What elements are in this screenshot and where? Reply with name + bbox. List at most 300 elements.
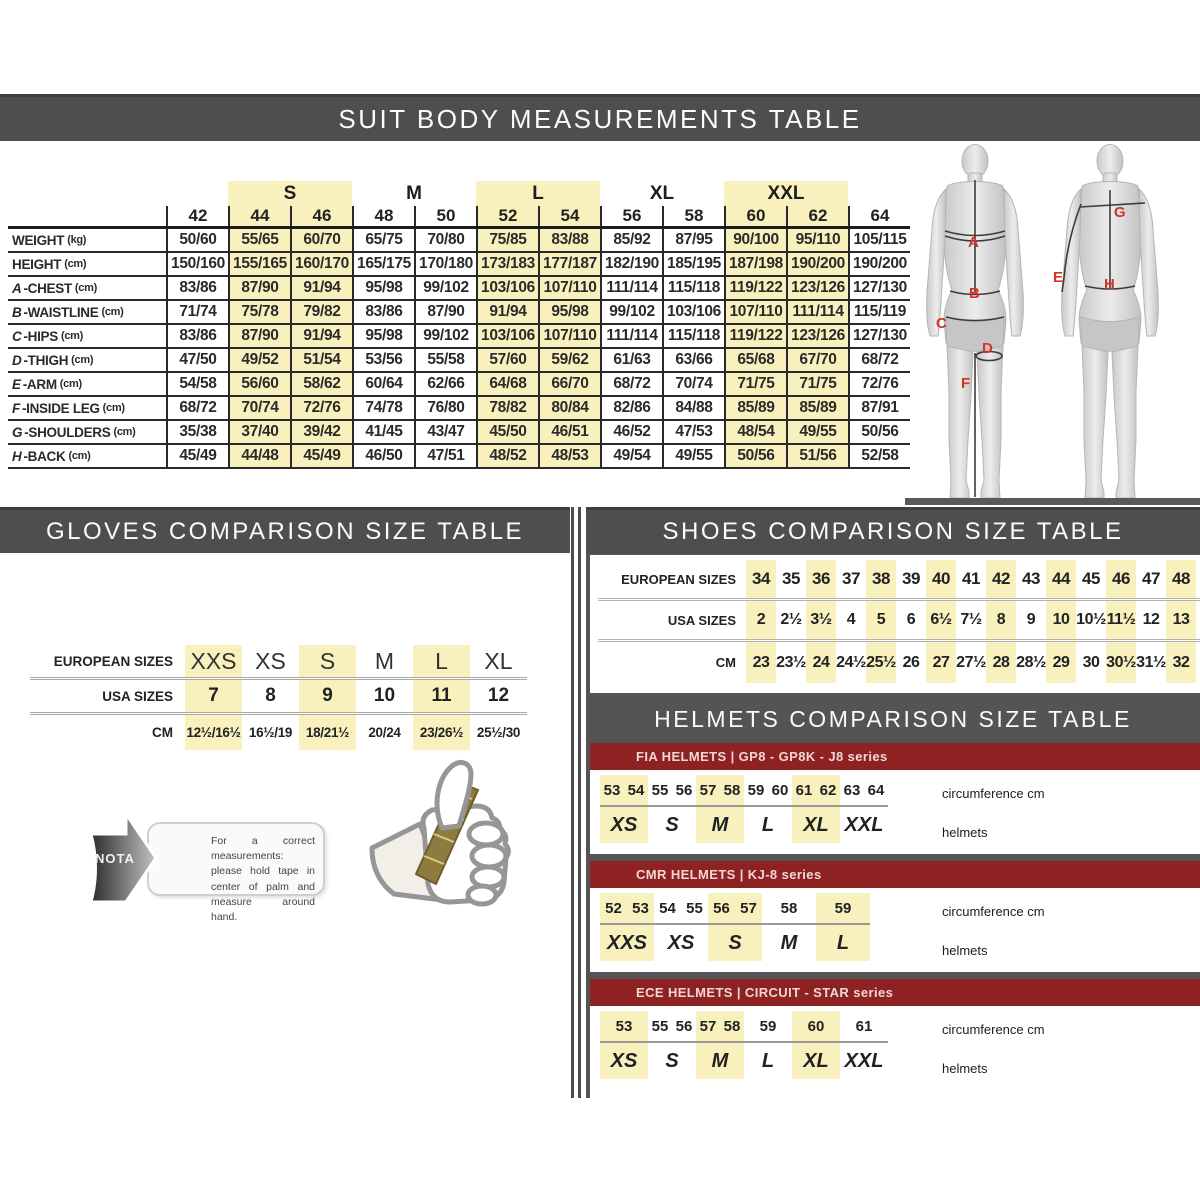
shoes-cell: 2½ — [780, 611, 802, 628]
suit-title: SUIT BODY MEASUREMENTS TABLE — [338, 103, 862, 134]
suit-cell: 87/91 — [848, 397, 910, 419]
helmet-size-group — [654, 893, 708, 961]
suit-row-waistline — [8, 301, 910, 325]
nota-label: NOTA — [95, 851, 135, 866]
helmet-size-group — [696, 775, 744, 843]
gloves-cell: 12 — [487, 685, 510, 706]
suit-row-letter: H — [12, 448, 22, 464]
shoes-cell: 7½ — [960, 611, 982, 628]
suit-cell: 65/75 — [352, 229, 414, 251]
suit-row-label: A - CHEST (cm) — [12, 280, 97, 296]
suit-header-spacer — [8, 206, 166, 226]
suit-cell: 62/66 — [414, 373, 476, 395]
circumference-value: 59 — [834, 899, 852, 917]
suit-cell: 68/72 — [166, 397, 228, 419]
suit-cell: 127/130 — [848, 277, 910, 299]
nota-arrow — [86, 810, 160, 906]
figure-label-f: F — [961, 375, 971, 392]
shoes-cell: 37 — [842, 569, 860, 588]
shoes-title: SHOES COMPARISON SIZE TABLE — [662, 517, 1124, 545]
suit-row-name: SHOULDERS — [28, 424, 111, 440]
circumference-value: 59 — [747, 781, 765, 799]
helmet-circumference-values — [744, 775, 792, 805]
circumference-value: 55 — [686, 899, 703, 917]
suit-cell: 119/122 — [724, 277, 786, 299]
suit-cell: 74/78 — [352, 397, 414, 419]
shoes-cell: 30 — [1082, 653, 1100, 671]
gloves-title-bar — [0, 507, 570, 553]
suit-row-label: G - SHOULDERS (cm) — [12, 424, 136, 440]
suit-row-label: D - THIGH (cm) — [12, 352, 94, 368]
suit-row-name: ARM — [26, 376, 57, 392]
suit-cell: 83/86 — [352, 301, 414, 323]
suit-cell: 76/80 — [414, 397, 476, 419]
circumference-value: 55 — [651, 781, 669, 799]
suit-row-letter: A — [12, 280, 22, 296]
helmet-size-group — [792, 1011, 840, 1079]
shoes-cell: 32 — [1166, 642, 1196, 683]
shoes-cell: 30½ — [1106, 642, 1136, 683]
suit-cell: 91/94 — [290, 325, 352, 347]
suit-cell: 87/90 — [228, 325, 290, 347]
circumference-value: 53 — [603, 781, 621, 799]
suit-cell: 190/200 — [848, 253, 910, 275]
helmet-circumference-values — [792, 1011, 840, 1041]
suit-cell: 107/110 — [538, 325, 600, 347]
shoes-cell: 35 — [782, 569, 800, 588]
suit-cell: 47/51 — [414, 445, 476, 467]
suit-column-header: 56 — [600, 206, 662, 226]
helmet-size-label: XL — [792, 1041, 840, 1079]
helmet-size-group — [744, 775, 792, 843]
suit-column-header: 52 — [476, 206, 538, 226]
gloves-cell: 12½/16½ — [185, 715, 242, 750]
helmet-sections — [586, 743, 1200, 1098]
suit-cell: 160/170 — [290, 253, 352, 275]
gloves-title: GLOVES COMPARISON SIZE TABLE — [45, 517, 525, 545]
suit-table — [8, 181, 910, 469]
helmet-size-group — [840, 775, 888, 843]
suit-cell: 46/51 — [538, 421, 600, 443]
gloves-row — [30, 715, 527, 750]
helmet-section-panel — [590, 888, 1200, 972]
suit-row-label: B - WAISTLINE (cm) — [12, 304, 124, 320]
suit-cell: 46/50 — [352, 445, 414, 467]
suit-cell: 150/160 — [166, 253, 228, 275]
suit-cell: 165/175 — [352, 253, 414, 275]
gloves-cell: 7 — [185, 680, 242, 712]
ground-line — [905, 498, 1200, 505]
suit-column-header: 46 — [290, 206, 352, 226]
circumference-value: 53 — [615, 1017, 633, 1035]
gloves-cell: 11 — [413, 680, 470, 712]
circumference-cm-label: circumference cm — [942, 904, 1045, 919]
suit-cell: 103/106 — [662, 301, 724, 323]
figure-label-b: B — [969, 285, 980, 302]
suit-cell: 187/198 — [724, 253, 786, 275]
suit-cell: 50/60 — [166, 229, 228, 251]
helmet-size-label: XS — [600, 1041, 648, 1079]
helmet-size-label: M — [762, 923, 816, 961]
helmet-section — [586, 743, 1200, 854]
helmet-circumference-values — [648, 775, 696, 805]
suit-cell: 64/68 — [476, 373, 538, 395]
helmet-size-label: L — [816, 923, 870, 961]
helmet-size-group — [648, 775, 696, 843]
helmet-size-group — [744, 1011, 792, 1079]
suit-cell: 68/72 — [600, 373, 662, 395]
shoes-cell: 48 — [1166, 560, 1196, 598]
suit-row-label: F - INSIDE LEG (cm) — [12, 400, 125, 416]
suit-cell: 72/76 — [848, 373, 910, 395]
suit-cell: 49/55 — [662, 445, 724, 467]
circumference-value: 62 — [819, 781, 837, 799]
suit-row-name: INSIDE LEG — [26, 400, 100, 416]
shoes-cell: 5 — [866, 601, 896, 639]
helmet-size-group — [816, 893, 870, 961]
suit-cell: 87/90 — [228, 277, 290, 299]
suit-cell: 107/110 — [724, 301, 786, 323]
suit-column-header: 54 — [538, 206, 600, 226]
suit-cell: 60/70 — [290, 229, 352, 251]
suit-row-unit: (cm) — [60, 330, 83, 342]
suit-column-header: 60 — [724, 206, 786, 226]
suit-cell: 59/62 — [538, 349, 600, 371]
helmet-circumference-values — [696, 1011, 744, 1041]
suit-cell: 37/40 — [228, 421, 290, 443]
suit-cell: 50/56 — [848, 421, 910, 443]
suit-group-spacer — [848, 181, 910, 206]
suit-row-name: CHEST — [27, 280, 72, 296]
suit-row-letter: C — [12, 328, 22, 344]
shoes-cell: 42 — [986, 560, 1016, 598]
helmet-size-groups — [600, 775, 1200, 843]
shoes-table — [598, 560, 1200, 683]
suit-cell: 41/45 — [352, 421, 414, 443]
circumference-value: 58 — [780, 899, 798, 917]
helmet-size-group — [696, 1011, 744, 1079]
shoes-cell: 13 — [1166, 601, 1196, 639]
suit-cell: 182/190 — [600, 253, 662, 275]
suit-cell: 111/114 — [786, 301, 848, 323]
helmet-circumference-values — [840, 775, 888, 805]
figure-back — [1053, 145, 1158, 499]
helmet-section-header: ECE HELMETS | CIRCUIT - STAR series — [590, 979, 1200, 1006]
shoes-cell: 36 — [806, 560, 836, 598]
suit-cell: 127/130 — [848, 325, 910, 347]
suit-row-unit: (cm) — [59, 378, 82, 390]
helmet-size-group — [792, 775, 840, 843]
helmet-size-label: S — [648, 805, 696, 843]
helmet-size-label: XXS — [600, 923, 654, 961]
helmet-circumference-values — [840, 1011, 888, 1041]
suit-cell: 58/62 — [290, 373, 352, 395]
suit-cell: 190/200 — [786, 253, 848, 275]
suit-cell: 51/56 — [786, 445, 848, 467]
suit-cell: 78/82 — [476, 397, 538, 419]
gloves-cell: 8 — [265, 685, 276, 706]
suit-cell: 35/38 — [166, 421, 228, 443]
suit-cell: 95/110 — [786, 229, 848, 251]
suit-cell: 79/82 — [290, 301, 352, 323]
shoes-cell: 24 — [806, 642, 836, 683]
suit-cell: 99/102 — [414, 277, 476, 299]
suit-cell: 85/89 — [724, 397, 786, 419]
suit-cell: 39/42 — [290, 421, 352, 443]
suit-cell: 72/76 — [290, 397, 352, 419]
suit-cell: 115/119 — [848, 301, 910, 323]
suit-cell: 111/114 — [600, 325, 662, 347]
shoes-cell: 9 — [1026, 611, 1036, 628]
suit-cell: 83/86 — [166, 277, 228, 299]
suit-cell: 99/102 — [600, 301, 662, 323]
suit-size-group-s: S — [228, 181, 352, 206]
helmet-section-panel — [590, 770, 1200, 854]
suit-cell: 71/74 — [166, 301, 228, 323]
helmet-size-label: XS — [600, 805, 648, 843]
circumference-value: 54 — [627, 781, 645, 799]
shoes-cell: 31½ — [1136, 653, 1166, 671]
suit-cell: 115/118 — [662, 277, 724, 299]
gloves-row-label: EUROPEAN SIZES — [53, 653, 173, 669]
suit-cell: 85/89 — [786, 397, 848, 419]
figure-label-e: E — [1053, 269, 1064, 286]
shoes-cell: 11½ — [1106, 601, 1136, 639]
circumference-value: 56 — [675, 781, 693, 799]
suit-cell: 52/58 — [848, 445, 910, 467]
circumference-value: 60 — [771, 781, 789, 799]
shoes-cell: 27½ — [956, 653, 986, 671]
gloves-cell: 20/24 — [368, 725, 401, 740]
suit-cell: 45/49 — [290, 445, 352, 467]
suit-cell: 80/84 — [538, 397, 600, 419]
suit-cell: 177/187 — [538, 253, 600, 275]
suit-row-label — [8, 229, 166, 251]
shoes-cell: 38 — [866, 560, 896, 598]
shoes-cell: 29 — [1046, 642, 1076, 683]
suit-cell: 87/95 — [662, 229, 724, 251]
gloves-cell: 16½/19 — [248, 725, 293, 740]
suit-cell: 185/195 — [662, 253, 724, 275]
suit-size-group-xxl: XXL — [724, 181, 848, 206]
helmet-size-label: M — [696, 1041, 744, 1079]
shoes-cell: 24½ — [836, 653, 866, 671]
suit-cell: 61/63 — [600, 349, 662, 371]
shoes-cell: 43 — [1022, 569, 1040, 588]
helmet-circumference-values — [654, 893, 708, 923]
suit-cell: 115/118 — [662, 325, 724, 347]
suit-cell: 49/52 — [228, 349, 290, 371]
suit-cell: 49/54 — [600, 445, 662, 467]
suit-size-group-xl: XL — [649, 182, 675, 204]
gloves-cell: 10 — [373, 685, 396, 706]
circumference-value: 64 — [867, 781, 885, 799]
suit-cell: 47/50 — [166, 349, 228, 371]
shoes-cell: 28½ — [1016, 653, 1046, 671]
shoes-cell: 44 — [1046, 560, 1076, 598]
suit-cell: 60/64 — [352, 373, 414, 395]
suit-row-unit: (cm) — [64, 258, 87, 270]
helmet-section — [586, 861, 1200, 972]
shoes-cell: 45 — [1082, 569, 1100, 588]
circumference-value: 55 — [651, 1017, 669, 1035]
suit-cell: 70/74 — [228, 397, 290, 419]
suit-cell: 173/183 — [476, 253, 538, 275]
gloves-row — [30, 680, 527, 715]
gloves-cell: 18/21½ — [299, 715, 356, 750]
suit-cell: 103/106 — [476, 325, 538, 347]
shoes-row — [598, 642, 1200, 683]
shoes-cell: 6 — [906, 611, 916, 628]
suit-cell: 82/86 — [600, 397, 662, 419]
shoes-cell: 25½ — [866, 642, 896, 683]
suit-cell: 47/53 — [662, 421, 724, 443]
suit-cell: 68/72 — [848, 349, 910, 371]
shoes-cell: 2 — [746, 601, 776, 639]
suit-cell: 54/58 — [166, 373, 228, 395]
circumference-value: 52 — [605, 899, 622, 917]
shoes-cell: 4 — [846, 611, 856, 628]
helmet-section-header: FIA HELMETS | GP8 - GP8K - J8 series — [590, 743, 1200, 770]
helmets-title: HELMETS COMPARISON SIZE TABLE — [654, 705, 1132, 732]
suit-cell: 87/90 — [414, 301, 476, 323]
suit-cell: 123/126 — [786, 277, 848, 299]
suit-cell: 71/75 — [786, 373, 848, 395]
shoes-cell: 34 — [746, 560, 776, 598]
shoes-cell: 26 — [902, 653, 920, 671]
circumference-cm-label: circumference cm — [942, 1022, 1045, 1037]
helmet-circumference-values — [648, 1011, 696, 1041]
suit-cell: 107/110 — [538, 277, 600, 299]
figure-front — [927, 145, 1024, 499]
suit-row-name: THIGH — [27, 352, 69, 368]
shoes-cell: 46 — [1106, 560, 1136, 598]
suit-row-name: BACK — [27, 448, 66, 464]
suit-row-chest — [8, 277, 910, 301]
suit-group-row — [8, 181, 910, 206]
circumference-value: 54 — [659, 899, 676, 917]
suit-row-height — [8, 253, 910, 277]
suit-row-unit: (cm) — [74, 282, 97, 294]
shoes-cell: 41 — [962, 569, 980, 588]
gloves-cell: 23/26½ — [413, 715, 470, 750]
helmet-size-label: S — [708, 923, 762, 961]
helmets-label: helmets — [942, 1061, 988, 1076]
suit-cell: 83/88 — [538, 229, 600, 251]
suit-cell: 84/88 — [662, 397, 724, 419]
helmet-circumference-values — [600, 775, 648, 805]
suit-cell: 56/60 — [228, 373, 290, 395]
nota-note-box — [147, 822, 325, 924]
shoes-cell: 23 — [746, 642, 776, 683]
suit-cell: 49/55 — [786, 421, 848, 443]
shoes-row-label: USA SIZES — [667, 612, 736, 628]
shoes-cell: 40 — [926, 560, 956, 598]
circumference-value: 59 — [759, 1017, 777, 1035]
suit-row-name: WAISTLINE — [27, 304, 99, 320]
suit-row-unit: (cm) — [113, 426, 136, 438]
helmet-circumference-values — [696, 775, 744, 805]
helmet-circumference-values — [792, 775, 840, 805]
suit-row-unit: (cm) — [71, 354, 94, 366]
circumference-value: 53 — [632, 899, 649, 917]
suit-cell: 70/74 — [662, 373, 724, 395]
suit-cell: 85/92 — [600, 229, 662, 251]
helmet-size-group — [600, 1011, 648, 1079]
helmet-size-label: XXL — [840, 1041, 888, 1079]
circumference-cm-label: circumference cm — [942, 786, 1045, 801]
suit-row-letter: E — [12, 376, 21, 392]
gloves-cell: XL — [484, 647, 513, 674]
helmet-circumference-values — [816, 893, 870, 923]
suit-cell: 53/56 — [352, 349, 414, 371]
suit-cell: 95/98 — [538, 301, 600, 323]
helmet-circumference-values — [762, 893, 816, 923]
suit-cell: 44/48 — [228, 445, 290, 467]
circumference-value: 61 — [855, 1017, 873, 1035]
shoes-row-label: CM — [715, 655, 736, 670]
suit-cell: 55/65 — [228, 229, 290, 251]
suit-cell: 48/54 — [724, 421, 786, 443]
suit-cell: 51/54 — [290, 349, 352, 371]
gloves-cell: XS — [255, 647, 286, 674]
suit-cell: 57/60 — [476, 349, 538, 371]
helmets-label: helmets — [942, 943, 988, 958]
measuring-tape-glove-illustration — [358, 756, 528, 918]
suit-cell: 45/50 — [476, 421, 538, 443]
circumference-value: 56 — [675, 1017, 693, 1035]
suit-column-header: 58 — [662, 206, 724, 226]
suit-cell: 90/100 — [724, 229, 786, 251]
suit-title-bar — [0, 94, 1200, 141]
helmet-size-label: M — [696, 805, 744, 843]
suit-column-header: 48 — [352, 206, 414, 226]
helmet-size-groups — [600, 1011, 1200, 1079]
gloves-row-label: CM — [152, 725, 173, 740]
shoes-cell: 6½ — [926, 601, 956, 639]
circumference-value: 58 — [723, 1017, 741, 1035]
helmet-section — [586, 979, 1200, 1098]
suit-row-weight — [8, 229, 910, 253]
suit-cell: 55/58 — [414, 349, 476, 371]
suit-cell: 123/126 — [786, 325, 848, 347]
suit-cell: 95/98 — [352, 277, 414, 299]
shoes-cell: 8 — [986, 601, 1016, 639]
circumference-value: 57 — [699, 781, 717, 799]
suit-cell: 46/52 — [600, 421, 662, 443]
suit-cell: 91/94 — [290, 277, 352, 299]
suit-row-name: HIPS — [27, 328, 58, 344]
suit-size-group-m: M — [406, 182, 422, 204]
circumference-value: 57 — [740, 899, 757, 917]
helmet-size-label: L — [744, 1041, 792, 1079]
suit-cell: 105/115 — [848, 229, 910, 251]
suit-cell: 103/106 — [476, 277, 538, 299]
suit-column-header: 42 — [166, 206, 228, 226]
shoes-row — [598, 601, 1200, 642]
helmets-label: helmets — [942, 825, 988, 840]
column-divider-line — [571, 507, 574, 1098]
suit-row-unit: (cm) — [68, 450, 91, 462]
circumference-value: 58 — [723, 781, 741, 799]
shoes-cell: 10 — [1046, 601, 1076, 639]
suit-cell: 75/85 — [476, 229, 538, 251]
gloves-cell: L — [413, 645, 470, 677]
suit-row-hips — [8, 325, 910, 349]
shoes-row — [598, 560, 1200, 601]
suit-cell: 43/47 — [414, 421, 476, 443]
helmet-section-header: CMR HELMETS | KJ-8 series — [590, 861, 1200, 888]
